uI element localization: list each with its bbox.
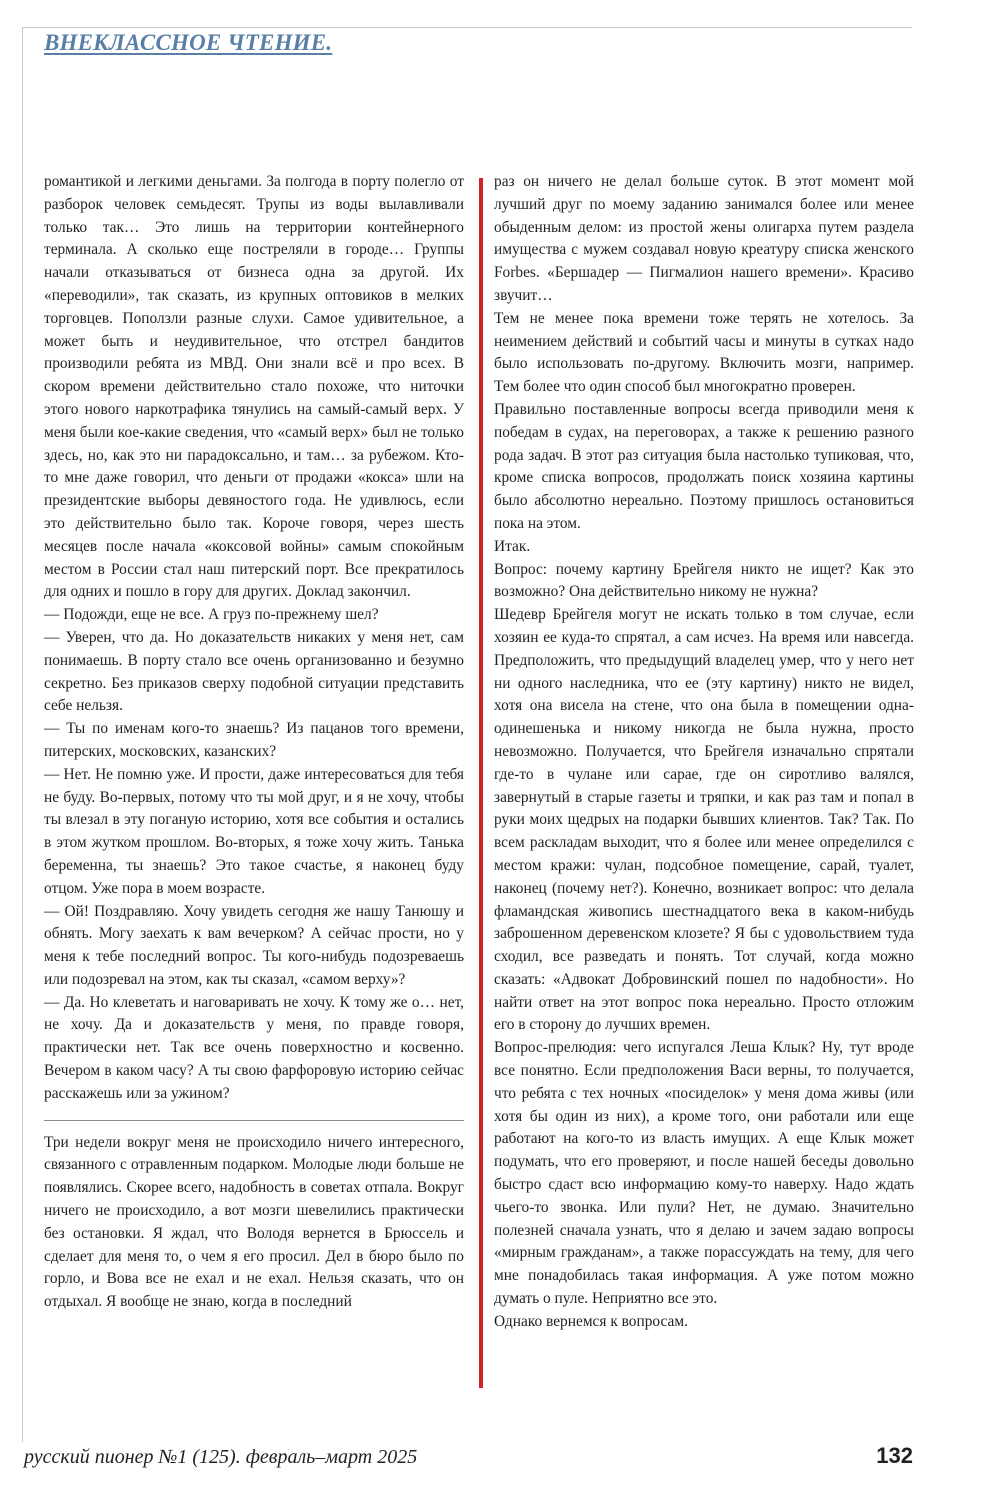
column-divider [479,178,483,1388]
right-column [494,171,914,1334]
section-break-rule [44,1120,464,1121]
dialogue-line: — Подожди, еще не все. А груз по-прежнему шел? [44,606,379,624]
page-number: 132 [876,1443,913,1468]
dialogue-line: — Ты по именам кого-то знаешь? Из пацанов того времени, питерских, московских, казанских? [44,720,464,760]
paragraph: Три недели вокруг меня не происходило ничего интересного, связанного с отравленным подарком. Молодые люди больше не появлялись. Скорее всего, надобность в советах отпала. Вокруг ничего не происходило, а вот мозги шевелились практически без остановки. Я ждал, что Володя вернется в Брюссель и сделает для меня то, о чем я его просил. Дел в бюро было по горло, и Вова все не ехал и не ехал. Нельзя сказать, что он отдыхал. Я вообще не знаю, когда в последний [44,1133,464,1311]
paragraph: романтикой и легкими деньгами. За полгода в порту полегло от разборок человек семьдесят. Трупы из воды вылавливали только так… Это лишь на территории контейнерного терминала. А сколько еще постреляли в городе… Группы начали отказываться от бизнеса одна за другой. Их «переводили», так сказать, из крупных оптовиков в мелких торговцев. Поползли разные слухи. Самое удивительное, а может быть и неудивительное, что отстрел бандитов производили ребята из МВД. Они знали всё и про всех. В скором времени действительно стало похоже, что ниточки этого нового наркотрафика тянулись на самый-самый верх. У меня были кое-какие сведения, что «самый верх» был не только здесь, но, как это ни парадоксально, и там… за рубежом. Кто-то мне даже говорил, что деньги от продажи «кокса» шли на президентские выборы девяностого года. Не удивлюсь, если это действительно было так. Короче говоря, через шесть месяцев после начала «коксовой войны» самым спокойным местом в России стал наш питерский порт. Все прекратилось для одних и пошло в гору для других. Доклад закончил. [44,173,464,601]
section-title: ВНЕКЛАССНОЕ ЧТЕНИЕ. [44,30,333,55]
dialogue-line: — Уверен, что да. Но доказательств никаких у меня нет, сам понимаешь. В порту стало все очень организованно и безумно секретно. Без приказов сверху подобной ситуации представить себе нельзя. [44,628,464,715]
paragraph: Вопрос-прелюдия: чего испугался Леша Клык? Ну, тут вроде все понятно. Если предположения Васи верны, то получается, что ребята с тех ночных «посиделок» у меня дома живы (или хотя бы один из них), а кроме того, они работали или еще работают на кого-то из власть имущих. А еще Клык может подумать, что его проверяют, и после нашей беседы довольно быстро сдаст всю информацию кому-то наверху. Надо ждать чьего-то звонка. Или пули? Нет, не думаю. Значительно полезней сначала узнать, что я делаю и зачем задаю вопросы «мирным гражданам», а также порассуждать на тему, для чего мне понадобилась такая информация. А уже потом можно думать о пуле. Неприятно все это. [494,1039,914,1308]
paragraph: Вопрос: почему картину Брейгеля никто не ищет? Как это возможно? Она действительно никому не нужна? [494,560,914,601]
dialogue-line: — Нет. Не помню уже. И прости, даже интересоваться для тебя не буду. Во-первых, потому что ты мой друг, и я не хочу, чтобы ты влезал в эту поганую историю, хотя все события и остались в этом жутком прошлом. Во-вторых, я тоже хочу жить. Танька беременна, ты знаешь? Это такое счастье, я наконец буду отцом. Уже пора в моем возрасте. [44,765,464,897]
dialogue-line: — Ой! Поздравляю. Хочу увидеть сегодня же нашу Танюшу и обнять. Могу заехать к вам вечерком? А сейчас прости, но у меня к тебе последний вопрос. Ты кого-нибудь подозреваешь или подозревал на этом, как ты сказал, «самом верху»? [44,902,464,988]
header-rule [22,27,912,28]
margin-rule [22,27,23,1442]
paragraph: Шедевр Брейгеля могут не искать только в том случае, если хозяин ее куда-то спрятал, а сам исчез. На время или навсегда. Предположить, что предыдущий владелец умер, что у него нет ни одного наследника, что ее (эту картину) никто не видел, хотя она висела на стене, что она была в помещении одна-одинешенька и никому никогда не была нужна, просто невозможно. Получается, что Брейгеля изначально спрятали где-то в чулане или сарае, где он сиротливо валялся, завернутый в старые газеты и тряпки, и как раз там и попал в руки моих щедрых на подарки бывших клиентов. Так? Так. По всем раскладам выходит, что я более или менее определился с местом кражи: чулан, подсобное помещение, сарай, туалет, наконец (почему нет?). Конечно, возникает вопрос: что делала фламандская живопись шестнадцатого века в каком-нибудь заброшенном деревенском клозете? Я бы с удовольствием туда сходил, все разведать и понять. Тот случай, когда можно сказать: «Адвокат Добровинский пошел по надобности». Но найти ответ на этот вопрос пока нереально. Просто отложим его в сторону до лучших времен. [494,606,914,1034]
paragraph: Правильно поставленные вопросы всегда приводили меня к победам в судах, на переговорах, а также к решению разного рода задач. В этот раз ситуация была настолько тупиковая, что, кроме списка вопросов, продолжать поиск хозяина картины было абсолютно нереально. Поэтому пришлось остановиться пока на этом. [494,400,914,532]
paragraph: Тем не менее пока времени тоже терять не хотелось. За неимением действий и событий часы и минуты в сутках надо было использовать по-другому. Включить мозги, например. Тем более что один способ был многократно проверен. [494,309,914,396]
paragraph: Итак. [494,537,531,555]
left-column [44,171,464,1314]
paragraph: раз он ничего не делал больше суток. В этот момент мой лучший друг по моему заданию занимался более или менее обыденным делом: из простой жены олигарха путем раздела имущества с мужем создавал новую креатуру списка женского Forbes. «Бершадер — Пигмалион нашего времени». Красиво звучит… [494,173,914,304]
dialogue-line: — Да. Но клеветать и наговаривать не хочу. К тому же о… нет, не хочу. Да и доказательств у меня, по правде говоря, практически нет. Так все очень поверхностно и косвенно. Вечером в каком часу? А ты свою фарфоровую историю сейчас расскажешь или за ужином? [44,993,464,1102]
paragraph: Однако вернемся к вопросам. [494,1312,688,1330]
magazine-footer: русский пионер №1 (125). февраль–март 2025 [24,1446,418,1468]
